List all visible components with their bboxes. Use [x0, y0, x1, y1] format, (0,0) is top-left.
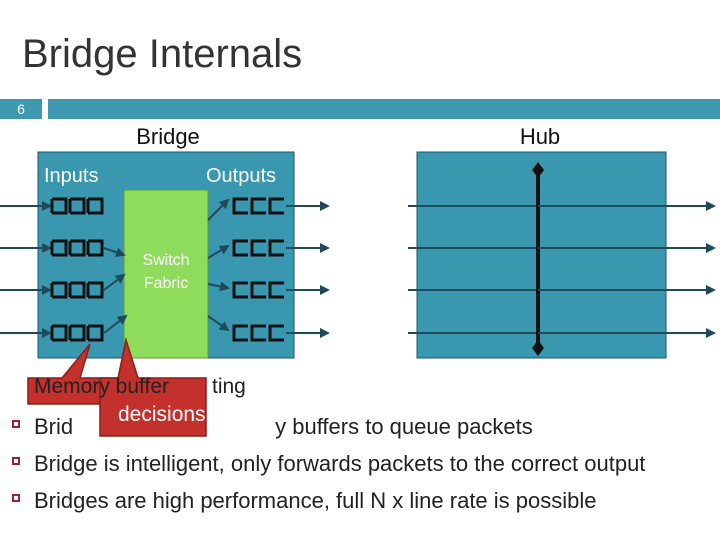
- outputs-label: Outputs: [206, 165, 277, 187]
- slide-number: 6: [0, 99, 42, 119]
- square-bullet-icon: [12, 420, 20, 428]
- bridge-label: Bridge: [136, 124, 200, 149]
- square-bullet-icon: [12, 494, 20, 502]
- bullet-2-text: Bridge is intelligent, only forwards packets to the correct output: [34, 451, 646, 476]
- fabric-label-line2: Fabric: [143, 275, 189, 292]
- inputs-label: Inputs: [44, 165, 99, 187]
- bullet-1-end: y buffers to queue packets: [275, 414, 533, 439]
- switch-fabric: [124, 190, 208, 358]
- hub-box: [417, 152, 666, 358]
- switching-prefix-text: ting: [212, 375, 246, 398]
- hub-label: Hub: [519, 124, 561, 149]
- decisions-text: decisions: [118, 403, 206, 426]
- bullet-item-3: [12, 482, 645, 519]
- bullet-item-2: [12, 445, 645, 482]
- bullet-item-1: [12, 408, 645, 445]
- fabric-label-line1: Switch: [142, 252, 190, 269]
- bullet-list: [12, 408, 645, 519]
- square-bullet-icon: [12, 457, 20, 465]
- memory-buffer-text: Memory buffer: [34, 375, 169, 398]
- bullet-1-start: Brid: [34, 414, 74, 439]
- slide-title: Bridge Internals: [22, 32, 303, 76]
- bullet-3-text: Bridges are high performance, full N x line rate is possible: [34, 488, 597, 513]
